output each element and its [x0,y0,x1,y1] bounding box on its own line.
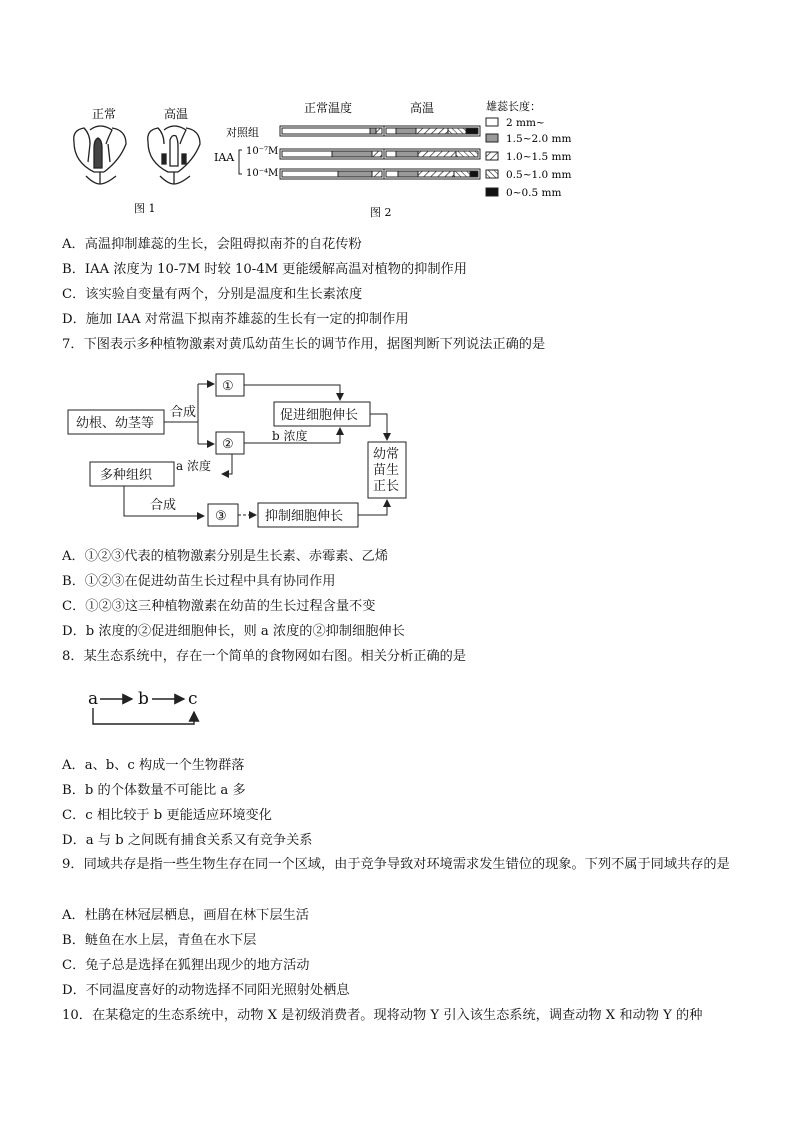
q9-stem: 9．同域共存是指一些生物生存在同一个区域，由于竞争导致对环境需求发生错位的现象。下列不属于同域共存的是 [62,857,730,872]
fig2-col-normal: 正常温度 [304,101,353,115]
hormone-2-label: ② [222,437,234,452]
hormone-regulation-diagram [62,366,422,536]
box-tissues-label: 多种组织 [100,468,153,483]
q10-stem: 10．在某稳定的生态系统中，动物 X 是初级消费者。现将动物 Y 引入该生态系统，调查动物 X 和动物 Y 的种 [62,1008,703,1023]
legend-swatch-0 [486,118,498,126]
bar-high-control [384,126,480,136]
hormone-3-label: ③ [215,509,227,524]
legend-swatch-1 [486,134,498,142]
q8-option-d: D．a 与 b 之间既有捕食关系又有竞争关系 [62,833,313,848]
fig2-legend-title: 雄蕊长度： [486,100,541,113]
fig2-legend [486,117,571,199]
q9-option-a: A．杜鹃在林冠层栖息，画眉在林下层生活 [62,908,309,923]
hormone-1-label: ① [222,379,234,394]
legend-label-4: 0~0.5 mm [506,187,562,199]
a-conc-label: a 浓度 [176,459,211,473]
q6-option-b: B．IAA 浓度为 10-7M 时较 10-4M 更能缓解高温对植物的抑制作用 [62,262,467,277]
node-b: b [138,689,149,709]
q8-option-a: A．a、b、c 构成一个生物群落 [62,758,245,773]
food-web-diagram [86,686,216,732]
flower-normal-icon [74,126,126,184]
q7-stem: 7．下图表示多种植物激素对黄瓜幼苗生长的调节作用，据图判断下列说法正确的是 [62,337,546,352]
bar-normal-iaa-low [280,149,384,159]
q7-option-a: A．①②③代表的植物激素分别是生长素、赤霉素、乙烯 [62,549,389,564]
box-source-label: 幼根、幼茎等 [76,416,155,431]
fig2-conc-high: 10⁻⁴M [246,168,279,179]
fig2-iaa: IAA [214,151,235,164]
legend-swatch-3 [486,170,498,178]
fig1-label-high: 高温 [164,107,189,121]
q8-option-c: C．c 相比较于 b 更能适应环境变化 [62,808,272,823]
legend-swatch-2 [486,152,498,160]
q7-option-c: C．①②③这三种植物激素在幼苗的生长过程含量不变 [62,599,376,614]
fig2-row-control: 对照组 [226,126,259,139]
fig2-col-high: 高温 [410,101,435,115]
normal-growth-line-2: 苗生 [373,463,400,478]
fig2-caption: 图 2 [370,206,392,219]
q8-stem: 8．某生态系统中，存在一个简单的食物网如右图。相关分析正确的是 [62,649,467,664]
bar-normal-control [280,126,384,136]
b-conc-label: b 浓度 [272,429,308,443]
q9-option-b: B．鲢鱼在水上层，青鱼在水下层 [62,933,257,948]
q6-option-d: D．施加 IAA 对常温下拟南芥雄蕊的生长有一定的抑制作用 [62,312,409,327]
fig1-caption: 图 1 [134,202,156,215]
normal-growth-line-3: 正长 [373,479,400,494]
bar-normal-iaa-high [280,169,384,179]
figure-2-chart [212,98,582,224]
fig2-conc-low: 10⁻⁷M [246,146,279,157]
q8-option-b: B．b 的个体数量不可能比 a 多 [62,783,246,798]
flower-high-temp-icon [148,126,200,184]
box-inhibit-label: 抑制细胞伸长 [265,509,344,524]
q7-option-d: D．b 浓度的②促进细胞伸长，则 a 浓度的②抑制细胞伸长 [62,624,405,639]
legend-swatch-4 [486,188,498,196]
legend-label-1: 1.5~2.0 mm [506,133,572,145]
normal-growth-line-1: 幼常 [373,447,400,462]
synth1-label: 合成 [170,405,197,420]
box-promote-label: 促进细胞伸长 [280,408,359,423]
node-a: a [88,689,99,709]
q9-option-d: D．不同温度喜好的动物选择不同阳光照射处栖息 [62,983,350,998]
node-c: c [188,689,198,709]
legend-label-0: 2 mm~ [506,117,545,129]
q7-option-b: B．①②③在促进幼苗生长过程中具有协同作用 [62,574,336,589]
fig1-label-normal: 正常 [92,107,117,121]
legend-label-2: 1.0~1.5 mm [506,151,572,163]
synth2-label: 合成 [150,498,177,513]
legend-label-3: 0.5~1.0 mm [506,169,572,181]
q9-option-c: C．兔子总是选择在狐狸出现少的地方活动 [62,958,310,973]
bar-high-iaa-high [384,169,480,179]
q6-option-c: C．该实验自变量有两个，分别是温度和生长素浓度 [62,287,363,302]
bar-high-iaa-low [384,149,480,159]
q6-option-a: A．高温抑制雄蕊的生长，会阻碍拟南芥的自花传粉 [62,237,362,252]
figure-1-flowers [64,100,214,220]
